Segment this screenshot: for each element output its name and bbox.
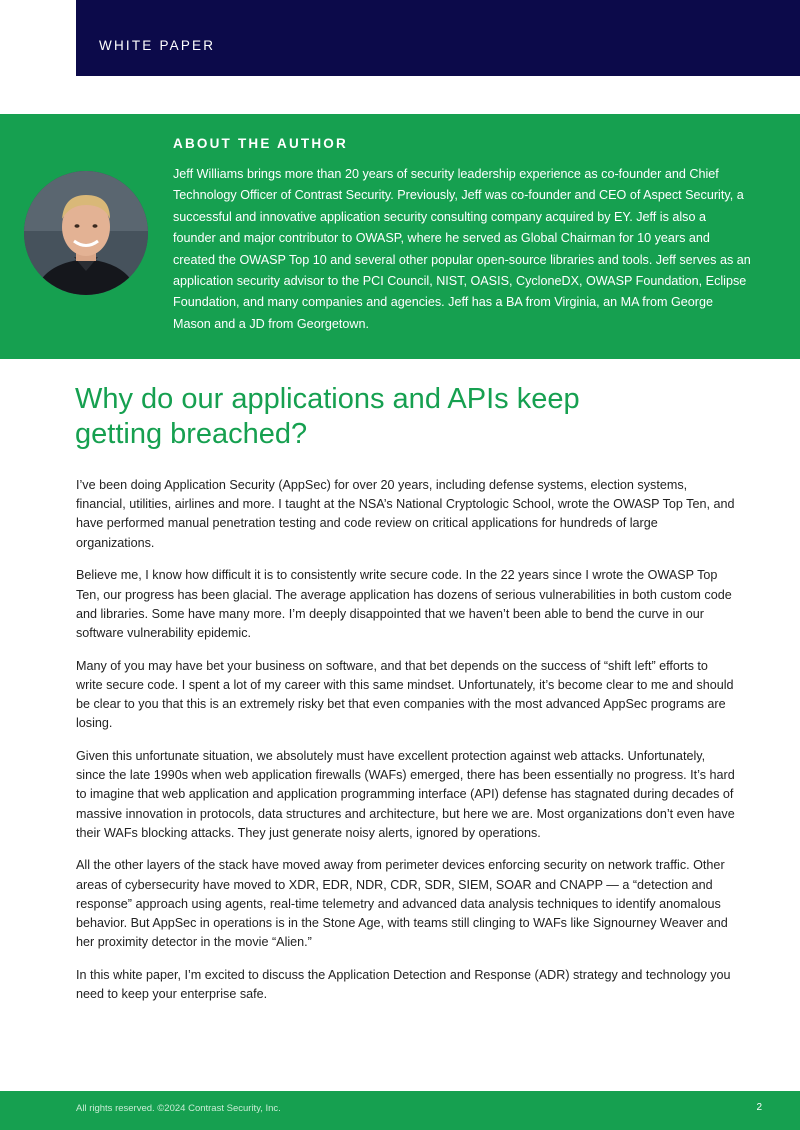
author-photo [24, 171, 148, 295]
article-body [76, 476, 736, 1018]
about-author-section [0, 114, 800, 359]
body-paragraph: All the other layers of the stack have moved away from perimeter devices enforcing security on network traffic. Other areas of cybersecurity have moved to XDR, EDR, NDR, CDR, SDR, SIEM, SOAR and CNAPP — a “detection and response” approach using agents, real-time telemetry and advanced data analysis techniques to identify anomalous behavior. But AppSec in operations is in the Stone Age, with teams still clinging to WAFs like Signourney Weaver and her proximity detector in the movie “Alien.” [76, 858, 728, 950]
footer-band [0, 1091, 800, 1130]
article-title: Why do our applications and APIs keep getting breached? [75, 383, 580, 450]
body-paragraph: Given this unfortunate situation, we absolutely must have excellent protection against web attacks. Unfortunately, since the late 1990s when web application firewalls (WAFs) emerged, there has been essentially no progress. It’s hard to imagine that web application and application programming interface (API) defense has stagnated during decades of massive innovation in protocols, data structures and architecture, but here we are. Most organizations don’t even have their WAFs blocking attacks. They just generate noisy alerts, ignored by operations. [76, 748, 735, 840]
body-paragraph: In this white paper, I’m excited to discuss the Application Detection and Response (ADR) strategy and technology you need to keep your enterprise safe. [76, 967, 731, 1002]
body-paragraph: I’ve been doing Application Security (AppSec) for over 20 years, including defense systems, election systems, financial, utilities, airlines and more. I taught at the NSA’s National Cryptologic School, wrote the OWASP Top Ten, and have performed manual penetration testing and code review on critical applications for hundreds of large organizations. [76, 478, 735, 550]
copyright-text: All rights reserved. ©2024 Contrast Security, Inc. [76, 1103, 281, 1114]
about-author-heading: ABOUT THE AUTHOR [173, 136, 348, 151]
body-paragraph: Many of you may have bet your business on software, and that bet depends on the success of “shift left” efforts to write secure code. I spent a lot of my career with this same mindset. Unfortunately, it’s become clear to me and should be clear to you that this is an extremely risky bet that even companies with the most advanced AppSec programs are losing. [76, 658, 734, 731]
page-number: 2 [756, 1102, 762, 1113]
author-bio: Jeff Williams brings more than 20 years of security leadership experience as co-founder and Chief Technology Officer of Contrast Security. Previously, Jeff was co-founder and CEO of Aspect Security, a successful and innovative application security consulting company acquired by EY. Jeff is also a founder and major contributor to OWASP, where he served as Global Chairman for 10 years and created the OWASP Top 10 and several other popular open-source libraries and tools. Jeff serves as an application security advisor to the PCI Council, NIST, OASIS, CycloneDX, OWASP Foundation, Eclipse Foundation, and many companies and agencies. Jeff has a BA from Virginia, an MA from George Mason and a JD from Georgetown. [173, 167, 751, 331]
author-portrait-illustration [24, 171, 148, 295]
body-paragraph: Believe me, I know how difficult it is to consistently write secure code. In the 22 years since I wrote the OWASP Top Ten, our progress has been glacial. The average application has dozens of serious vulnerabilities in both custom code and libraries. Some have many more. I’m deeply disappointed that we haven’t been able to bend the curve in our software vulnerability epidemic. [76, 568, 732, 640]
header-band [76, 0, 800, 76]
document-type-label: WHITE PAPER [99, 38, 216, 53]
